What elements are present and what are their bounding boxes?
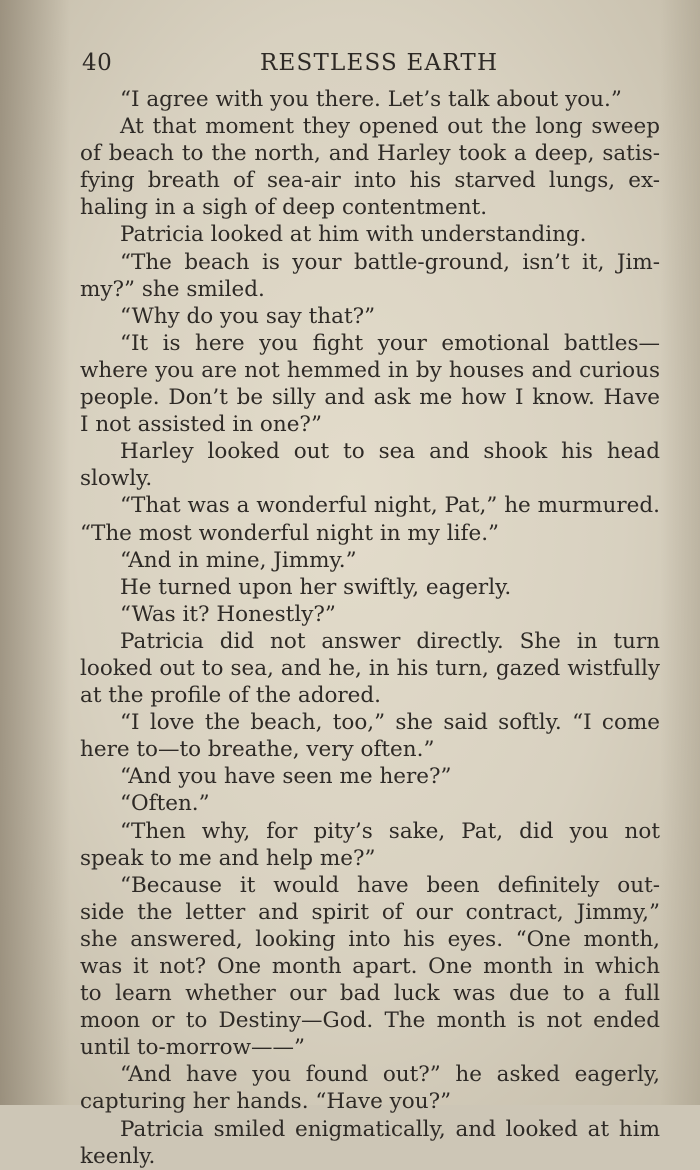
text-line: “Why do you say that?” <box>120 303 376 329</box>
text-line: “And have you found out?” he asked eagerly, <box>120 1062 660 1088</box>
text-line: Harley looked out to sea and shook his head <box>120 439 660 465</box>
text-line: keenly. <box>80 1143 156 1169</box>
text-line: “Then why, for pity’s sake, Pat, did you not <box>120 818 660 844</box>
text-line: “Often.” <box>120 791 210 817</box>
text-line: I not assisted in one?” <box>80 412 322 438</box>
text-line: “Because it would have been definitely out- <box>120 872 660 898</box>
text-line: my?” she smiled. <box>80 276 265 302</box>
text-line: she answered, looking into his eyes. “One month, <box>80 926 660 952</box>
text-line: slowly. <box>80 466 153 492</box>
text-line: side the letter and spirit of our contract, Jimmy,” <box>80 899 660 925</box>
text-line: of beach to the north, and Harley took a deep, satis- <box>80 141 660 167</box>
page-header <box>82 50 662 80</box>
text-line: “I agree with you there. Let’s talk about you.” <box>120 87 622 112</box>
text-line: “And in mine, Jimmy.” <box>120 547 357 573</box>
running-head: RESTLESS EARTH <box>260 50 499 76</box>
text-line: “It is here you fight your emotional battles— <box>120 330 660 356</box>
text-line: “I love the beach, too,” she said softly. “I come <box>120 710 660 736</box>
text-line: He turned upon her swiftly, eagerly. <box>120 574 512 600</box>
text-line: at the profile of the adored. <box>80 683 381 709</box>
text-line: where you are not hemmed in by houses and curious <box>80 357 660 383</box>
text-line: moon or to Destiny—God. The month is not ended <box>80 1008 660 1034</box>
text-line: Patricia did not answer directly. She in turn <box>120 628 660 654</box>
text-line: speak to me and help me?” <box>80 845 376 871</box>
text-line: people. Don’t be silly and ask me how I know. Have <box>80 385 660 411</box>
text-line: fying breath of sea-air into his starved lungs, ex- <box>80 168 660 194</box>
text-line: to learn whether our bad luck was due to a full <box>80 981 660 1007</box>
text-line: haling in a sigh of deep contentment. <box>80 195 488 221</box>
text-line: looked out to sea, and he, in his turn, gazed wistfully <box>80 655 660 681</box>
text-line: until to-morrow——” <box>80 1035 305 1061</box>
text-line: “That was a wonderful night, Pat,” he murmured. <box>120 493 660 519</box>
text-line: “The most wonderful night in my life.” <box>80 520 500 546</box>
text-line: At that moment they opened out the long sweep <box>120 114 660 140</box>
page-number: 40 <box>82 50 113 76</box>
text-line: Patricia smiled enigmatically, and looked at him <box>120 1116 660 1142</box>
text-line: “Was it? Honestly?” <box>120 601 336 627</box>
text-line: here to—to breathe, very often.” <box>80 737 435 763</box>
text-line: capturing her hands. “Have you?” <box>80 1089 452 1115</box>
text-line: “And you have seen me here?” <box>120 764 452 790</box>
text-line: was it not? One month apart. One month in which <box>80 954 660 979</box>
text-line: Patricia looked at him with understanding. <box>120 222 587 248</box>
body-text <box>80 86 660 1170</box>
text-line: “The beach is your battle-ground, isn’t it, Jim- <box>120 249 660 275</box>
